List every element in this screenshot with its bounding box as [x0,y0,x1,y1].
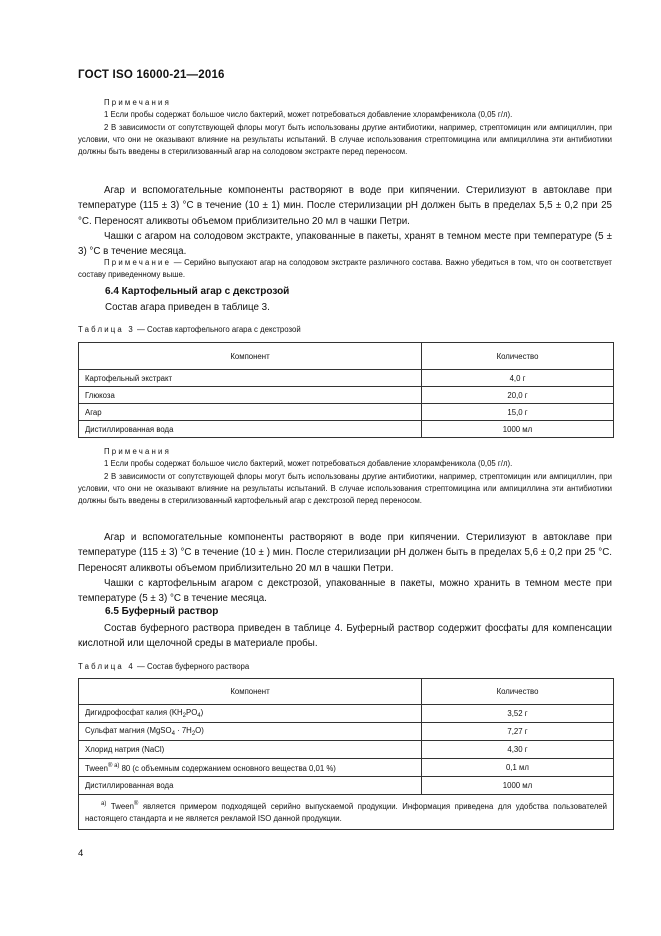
table-header-row [79,343,614,370]
note-text: — Серийно выпускают агар на солодовом экстракте различного состава. Важно убедиться в том, что он соответствует составу приведенному выше. [78,258,612,280]
table-3 [78,342,614,438]
paragraph-agar-storage: Чашки с агаром на солодовом экстракте, упакованные в пакеты, хранят в темном месте при температуре (5 ± 3) °С в течение месяца. [78,231,612,258]
notes-block-2 [78,446,612,507]
paragraph-potato-storage: Чашки с картофельным агаром с декстрозой, упакованные в пакеты, можно хранить в темном месте при температуре (5 ± 3) °С в течение месяца. [78,578,612,605]
cell-component: Агар [79,404,422,421]
table-row [79,421,614,438]
column-header-amount: Количество [422,343,614,370]
note-1: 1 Если пробы содержат большое число бактерий, может потребоваться добавление хлорамфеникола (0,05 г/л). [104,459,513,469]
table-3-caption-label: Таблица 3 [78,325,135,334]
paragraph-potato-prep: Агар и вспомогательные компоненты растворяют в воде при кипячении. Стерилизуют в автоклаве при температуре (115 ± 3) °С в течение (10 ± ) мин. После стерилизации pH должен быть в пределах 5,6 ± 0,2 при 25 °С. Переносят аликвоты объемом приблизительно 20 мл в чашки Петри. [78,532,612,574]
cell-amount: 4,0 г [422,370,614,387]
cell-component: Хлорид натрия (NaCl) [79,741,422,759]
notes-title: Примечания [104,98,172,107]
cell-component: Tween$^{® а)}$ 80 (с объемным содержанием основного вещества 0,01 %) [79,759,422,777]
cell-component: Дигидрофосфат калия $(KH_2PO_4)$ [79,705,422,723]
table-footnote: $^{а)}$ Tween® является примером подходящей серийно выпускаемой продукции. Информация приведена для удобства пользователей настоящего стандарта и не является рекламой ISO данной продукции. [79,795,614,830]
note-2: 2 В зависимости от сопутствующей флоры могут быть использованы другие антибиотики, например, стрептомицин или ампициллин, при условии, что они не оказывают влияние на результаты испытаний. В случае использования стрептомицина или ампициллина эти антибиотики должны быть введены в стерилизованный агар на солодовом экстракте перед переносом. [78,122,612,157]
table-row [79,387,614,404]
cell-component: Глюкоза [79,387,422,404]
note-1: 1 Если пробы содержат большое число бактерий, может потребоваться добавление хлорамфеникола (0,05 г/л). [104,110,513,120]
column-header-component: Компонент [79,679,422,705]
table-3-caption-text: — Состав картофельного агара с декстрозой [134,325,301,334]
cell-amount: 1000 мл [422,421,614,438]
page-number: 4 [78,848,84,859]
column-header-amount: Количество [422,679,614,705]
table-footnote-row [79,795,614,830]
note-2: 2 В зависимости от сопутствующей флоры могут быть использованы другие антибиотики, например, стрептомицин или ампициллин, при условии, что они не оказывают влияние на результаты испытаний. В случае использования стрептомицина или ампициллина эти антибиотики должны быть введены в стерилизованный картофельный агар с декстрозой перед переносом. [78,471,612,506]
document-header: ГОСТ ISO 16000-21—2016 [78,69,225,81]
section-6-4-heading: 6.4 Картофельный агар с декстрозой [105,286,290,297]
paragraph-agar-prep: Агар и вспомогательные компоненты растворяют в воде при кипячении. Стерилизуют в автоклаве при температуре (115 ± 3) °С в течение (10 ± 1) мин. После стерилизации pH должен быть в пределах 5,5 ± 0,2 при 25 °С. Переносят аликвоты объемом приблизительно 20 мл в чашки Петри. [78,185,612,227]
table-row [79,759,614,777]
section-6-4-intro: Состав агара приведен в таблице 3. [105,302,270,313]
cell-amount: 0,1 мл [422,759,614,777]
cell-amount: 15,0 г [422,404,614,421]
notes-block-1 [78,97,612,158]
notes-title: Примечания [104,447,172,456]
note-single [78,257,612,282]
cell-amount: 3,52 г [422,705,614,723]
cell-amount: 20,0 г [422,387,614,404]
table-row [79,705,614,723]
table-3-caption [78,325,301,334]
cell-component: Картофельный экстракт [79,370,422,387]
cell-amount: 1000 мл [422,777,614,795]
cell-amount: 7,27 г [422,723,614,741]
table-4 [78,678,614,830]
cell-component: Дистиллированная вода [79,777,422,795]
table-header-row [79,679,614,705]
note-label: Примечание [104,258,172,267]
table-row [79,777,614,795]
table-4-caption-text: — Состав буферного раствора [134,662,250,671]
table-row [79,723,614,741]
table-row [79,370,614,387]
table-4-caption [78,662,249,671]
table-row [79,404,614,421]
cell-amount: 4,30 г [422,741,614,759]
section-6-5-intro: Состав буферного раствора приведен в таблице 4. Буферный раствор содержит фосфаты для компенсации кислотной или щелочной среды в материале пробы. [78,623,612,650]
section-6-5-heading: 6.5 Буферный раствор [105,606,219,617]
cell-component: Дистиллированная вода [79,421,422,438]
column-header-component: Компонент [79,343,422,370]
cell-component: Сульфат магния (MgSO$_4$ · $7H_2O$) [79,723,422,741]
table-4-caption-label: Таблица 4 [78,662,135,671]
table-row [79,741,614,759]
